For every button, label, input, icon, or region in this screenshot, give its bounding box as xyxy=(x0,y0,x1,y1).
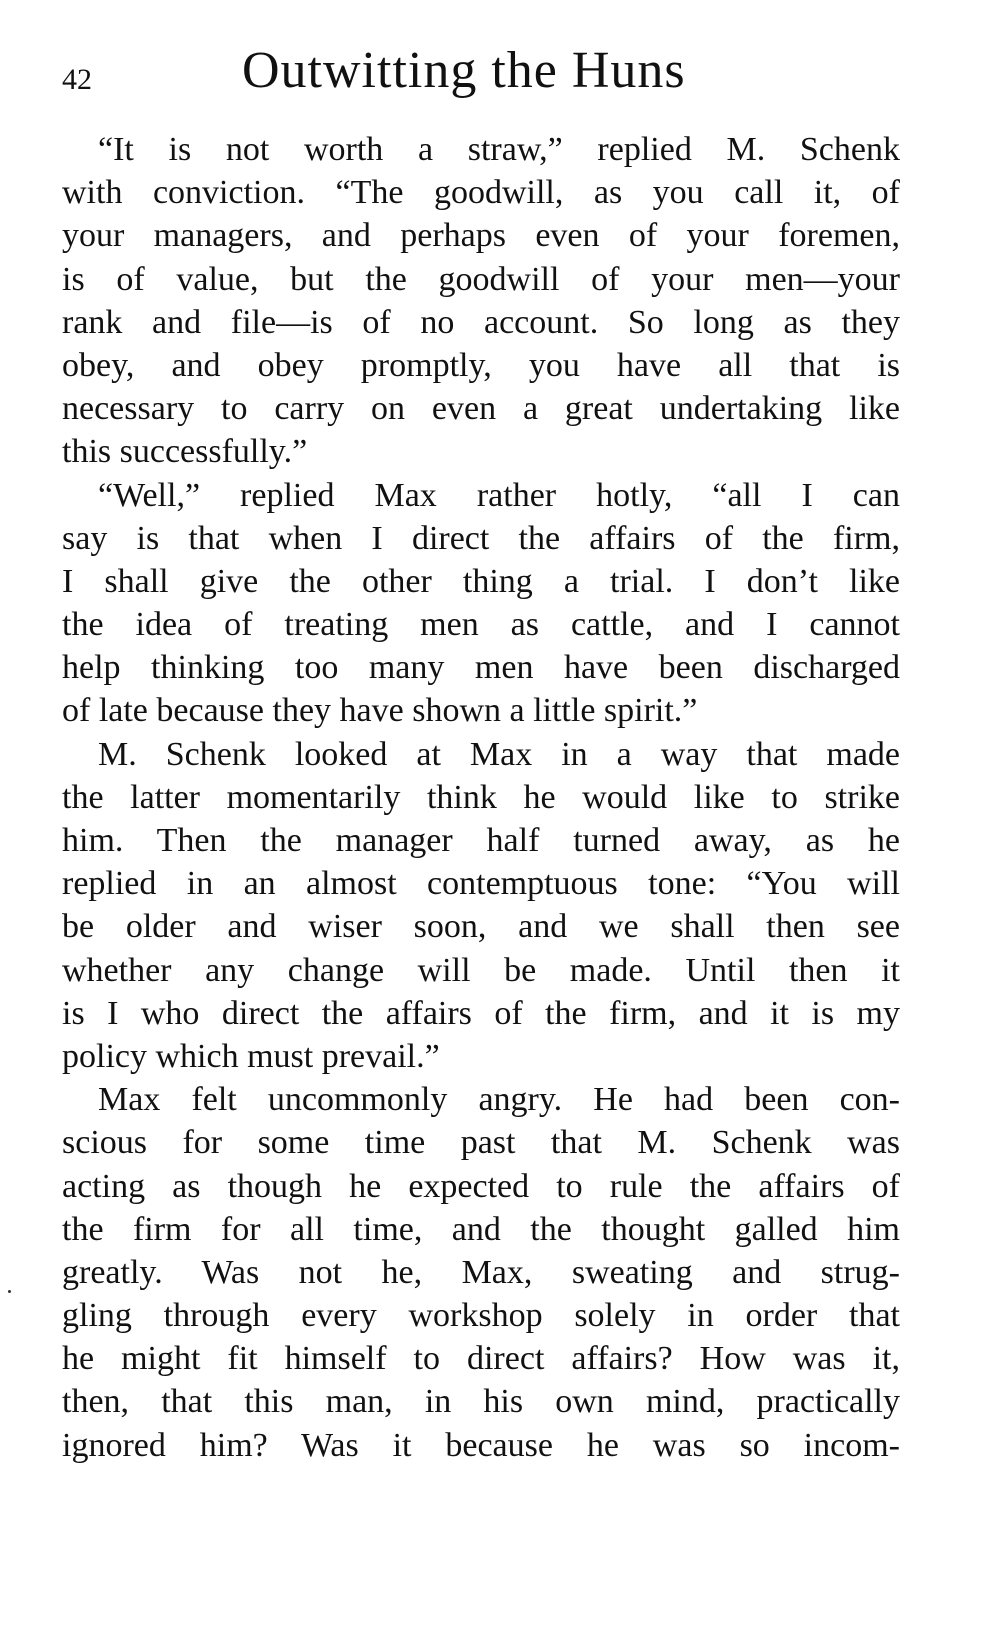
text-line: ignored him? Was it because he was so incom- xyxy=(62,1426,900,1464)
text-line: acting as though he expected to rule the affairs of xyxy=(62,1167,900,1205)
text-line: the latter momentarily think he would like to strike xyxy=(62,778,900,816)
text-line: obey, and obey promptly, you have all that is xyxy=(62,346,900,384)
text-line: “It is not worth a straw,” replied M. Schenk xyxy=(98,131,900,168)
text-line: gling through every workshop solely in order that xyxy=(62,1297,900,1335)
text-line: M. Schenk looked at Max in a way that made xyxy=(98,735,900,773)
text-line: whether any change will be made. Until then it xyxy=(62,951,900,989)
text-line: policy which must prevail.” xyxy=(62,1037,440,1075)
text-line: the idea of treating men as cattle, and I cannot xyxy=(62,606,900,644)
text-line: rank and file—is of no account. So long as they xyxy=(62,303,900,341)
text-line: of late because they have shown a little spirit.” xyxy=(62,692,698,730)
text-line: greatly. Was not he, Max, sweating and strug- xyxy=(62,1253,900,1291)
text-line: he might fit himself to direct affairs? How was it, xyxy=(62,1340,900,1378)
text-line: help thinking too many men have been discharged xyxy=(62,649,900,687)
running-title: Outwitting the Huns xyxy=(242,42,686,99)
text-line: “Well,” replied Max rather hotly, “all I can xyxy=(98,476,900,514)
text-line: him. Then the manager half turned away, as he xyxy=(62,822,900,859)
text-line: then, that this man, in his own mind, practically xyxy=(62,1383,900,1421)
text-line: be older and wiser soon, and we shall then see xyxy=(62,908,900,946)
text-line: your managers, and perhaps even of your foremen, xyxy=(62,217,900,255)
scan-speck xyxy=(8,1290,11,1293)
text-line: say is that when I direct the affairs of the firm, xyxy=(62,519,900,557)
page-number: 42 xyxy=(62,63,92,96)
text-line: with conviction. “The goodwill, as you call it, of xyxy=(62,174,900,212)
text-line: is of value, but the goodwill of your men—your xyxy=(62,260,900,298)
text-line: is I who direct the affairs of the firm, and it is my xyxy=(62,994,900,1032)
text-line: necessary to carry on even a great undertaking like xyxy=(62,390,900,428)
text-line: Max felt uncommonly angry. He had been con- xyxy=(98,1081,900,1119)
text-line: replied in an almost contemptuous tone: “You will xyxy=(62,865,900,903)
body-text xyxy=(62,128,900,1467)
page-header xyxy=(62,38,902,108)
text-line: this successfully.” xyxy=(62,433,308,471)
text-line: scious for some time past that M. Schenk was xyxy=(62,1124,900,1162)
text-line: the firm for all time, and the thought galled him xyxy=(62,1210,900,1248)
text-line: I shall give the other thing a trial. I don’t like xyxy=(62,562,900,600)
